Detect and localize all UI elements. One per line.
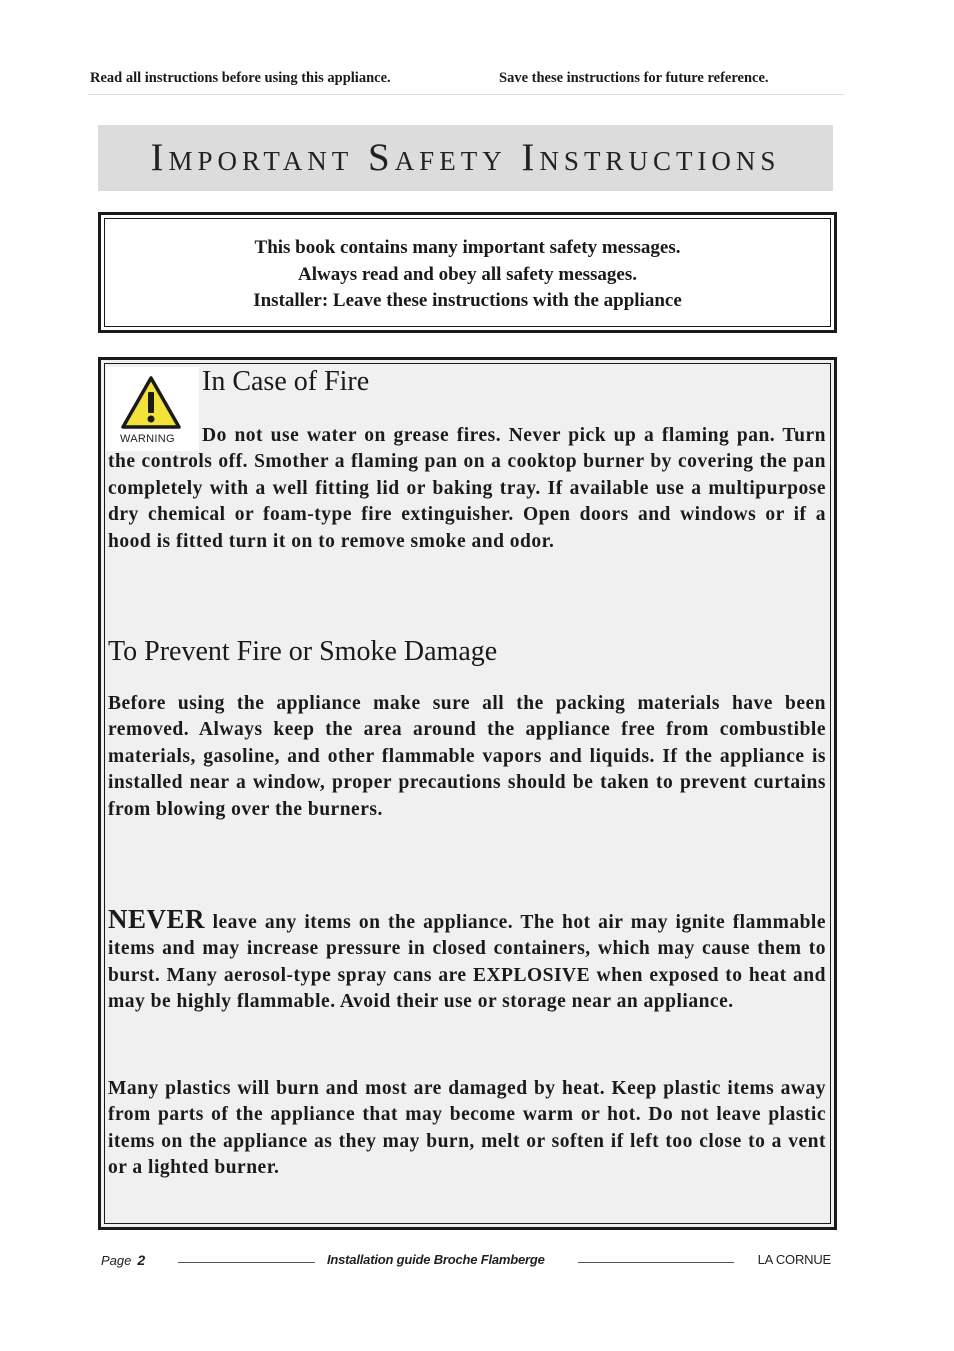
prevent-paragraph-3: Many plastics will burn and most are damaged by heat. Keep plastic items away from parts of the appliance that may become warm or hot. Do not leave plastic items on the appliance as they may burn, melt or soften if left too close to a vent or a lighted burner. xyxy=(108,1078,826,1179)
guide-title: Installation guide Broche Flamberge xyxy=(327,1252,545,1267)
section-heading-fire: In Case of Fire xyxy=(202,366,370,397)
header-right-text: Save these instructions for future reference. xyxy=(499,70,769,86)
safety-box-inner xyxy=(104,363,831,1224)
page-header xyxy=(88,68,844,95)
page-footer xyxy=(98,1248,833,1272)
fire-paragraph: Do not use water on grease fires. Never pick up a flaming pan. Turn the controls off. Smother a flaming pan on a cooktop burner by covering the pan completely with a well fitting lid or baking tray. If available use a multipurpose dry chemical or foam-type fire extinguisher. Open doors and windows or if a hood is fitted turn it on to remove smoke and odor. xyxy=(108,425,826,552)
page-indicator xyxy=(101,1252,145,1268)
prevent-paragraph-2 xyxy=(108,906,826,1016)
brand-name: LA CORNUE xyxy=(757,1252,831,1267)
header-left-text: Read all instructions before using this appliance. xyxy=(90,70,391,86)
page-number: 2 xyxy=(137,1252,146,1268)
notice-line: This book contains many important safety messages. xyxy=(254,237,681,258)
footer-divider xyxy=(578,1262,734,1263)
notice-inner xyxy=(104,218,831,327)
prevent-paragraph-1: Before using the appliance make sure all the packing materials have been removed. Always keep the area around the appliance free from combustible materials, gasoline, and other flammable vapors and liquids. If the appliance is installed near a window, proper precautions should be taken to prevent curtains from blowing over the burners. xyxy=(108,693,826,820)
warning-label: WARNING xyxy=(120,433,175,445)
footer-divider xyxy=(178,1262,315,1263)
title-band xyxy=(98,125,833,191)
safety-box xyxy=(98,357,837,1230)
section-heading-prevent: To Prevent Fire or Smoke Damage xyxy=(108,636,498,667)
never-paragraph-text: leave any items on the appliance. The hot air may ignite flammable items and may increase pressure in closed containers, which may cause them to burst. Many aerosol-type spray cans are EXPLOSIVE when exposed to heat and may be highly flammable. Avoid their use or storage near an appliance. xyxy=(108,912,827,1013)
never-word: NEVER xyxy=(108,904,206,934)
notice-box xyxy=(98,212,837,333)
notice-line: Installer: Leave these instructions with the appliance xyxy=(253,290,682,311)
page-label: Page xyxy=(101,1253,132,1268)
page-title: Important Safety Instructions xyxy=(150,136,781,179)
notice-line: Always read and obey all safety messages. xyxy=(297,263,637,285)
